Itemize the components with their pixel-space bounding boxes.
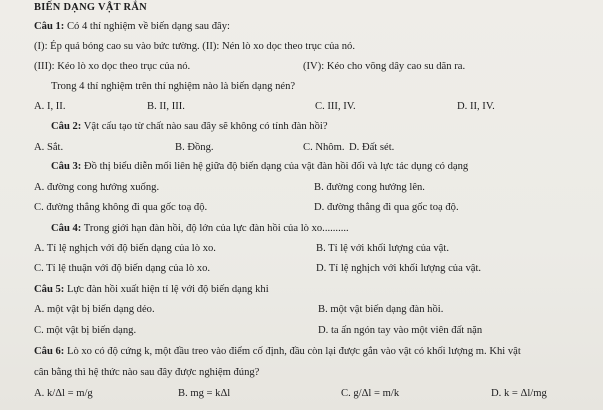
question-6-label: Câu 6: — [34, 346, 65, 357]
question-1-ask: Trong 4 thí nghiệm trên thí nghiệm nào là biến dạng nén? — [51, 81, 296, 92]
question-2-label: Câu 2: — [51, 121, 82, 132]
question-3-label: Câu 3: — [51, 161, 82, 172]
question-1-experiment-4: (IV): Kéo cho võng dây cao su dãn ra. — [303, 61, 466, 72]
question-5-options-row-2 — [0, 324, 603, 337]
question-1-stem — [34, 20, 230, 33]
question-4-option-b: B. Tỉ lệ với khối lượng của vật. — [316, 243, 449, 254]
question-6-text: Lò xo có độ cứng k, một đầu treo vào điểm cố định, đầu còn lại được gắn vào vật có khối lượng m. Khi vật — [66, 346, 521, 357]
question-3-text: Đồ thị biểu diễn mối liên hệ giữa độ biến dạng của vật đàn hồi đối và lực tác dụng có dạng — [83, 161, 469, 172]
question-4-option-d: D. Tỉ lệ nghịch với khối lượng của vật. — [316, 263, 482, 274]
question-4-options-row-1 — [0, 242, 603, 255]
question-5-option-d: D. ta ấn ngón tay vào một viên đất nặn — [318, 325, 483, 336]
question-2-stem — [51, 120, 328, 133]
question-5-label: Câu 5: — [34, 284, 65, 295]
question-3-option-c: C. đường thẳng không đi qua gốc toạ độ. — [34, 202, 208, 213]
question-3-options-row-1 — [0, 181, 603, 194]
question-2-option-a: A. Sắt. — [34, 142, 64, 153]
question-4-options-row-2 — [0, 262, 603, 275]
question-2-options — [0, 141, 603, 154]
question-4-option-c: C. Tỉ lệ thuận với độ biến dạng của lò xo. — [34, 263, 211, 274]
question-1-options — [0, 100, 603, 113]
question-2-text: Vật cấu tạo từ chất nào sau đây sẽ không có tính đàn hồi? — [83, 121, 328, 132]
question-5-options-row-1 — [0, 303, 603, 316]
question-1-experiment-3: (III): Kéo lò xo dọc theo trục của nó. — [34, 61, 191, 72]
question-3-options-row-2 — [0, 201, 603, 214]
question-5-option-c: C. một vật bị biến dạng. — [34, 325, 137, 336]
question-1-option-a: A. I, II. — [34, 101, 66, 112]
question-1-experiments-1-2: (I): Ép quả bóng cao su vào bức tường. (II): Nén lò xo dọc theo trục của nó. — [34, 41, 355, 52]
question-2-option-d: D. Đất sét. — [349, 142, 395, 153]
question-1-text: Có 4 thí nghiệm về biến dạng sau đây: — [66, 21, 230, 32]
question-6-stem-continued: cân bằng thì hệ thức nào sau đây được nghiệm đúng? — [34, 367, 260, 378]
question-3-option-b: B. đường cong hướng lên. — [314, 182, 425, 193]
question-4-stem — [51, 222, 349, 235]
question-6-options — [0, 387, 603, 400]
question-1-option-b: B. II, III. — [147, 101, 185, 112]
question-6-option-b: B. mg = kΔl — [178, 388, 231, 399]
question-6-stem — [34, 345, 521, 358]
question-2-option-c: C. Nhôm. — [303, 142, 345, 153]
question-6-option-a: A. k/Δl = m/g — [34, 388, 93, 399]
question-3-option-d: D. đường thẳng đi qua gốc toạ độ. — [314, 202, 459, 213]
question-3-stem — [51, 160, 468, 173]
question-5-stem — [34, 283, 269, 296]
question-2-option-b: B. Đồng. — [175, 142, 214, 153]
question-6-option-d: D. k = Δl/mg — [491, 388, 547, 399]
question-6-option-c: C. g/Δl = m/k — [341, 388, 400, 399]
question-1-option-d: D. II, IV. — [457, 101, 495, 112]
question-5-option-a: A. một vật bị biến dạng dẻo. — [34, 304, 155, 315]
question-1-option-c: C. III, IV. — [315, 101, 356, 112]
question-4-label: Câu 4: — [51, 223, 82, 234]
question-4-option-a: A. Tỉ lệ nghịch với độ biến dạng của lò xo. — [34, 243, 216, 254]
question-1-label: Câu 1: — [34, 21, 65, 32]
page-title: BIẾN DẠNG VẬT RẮN — [34, 2, 147, 13]
question-3-option-a: A. đường cong hướng xuống. — [34, 182, 160, 193]
question-4-text: Trong giới hạn đàn hồi, độ lớn của lực đàn hồi của lò xo.......... — [83, 223, 349, 234]
question-5-text: Lực đàn hồi xuất hiện tỉ lệ với độ biến dạng khi — [66, 284, 269, 295]
question-5-option-b: B. một vật biến dạng đàn hồi. — [318, 304, 444, 315]
